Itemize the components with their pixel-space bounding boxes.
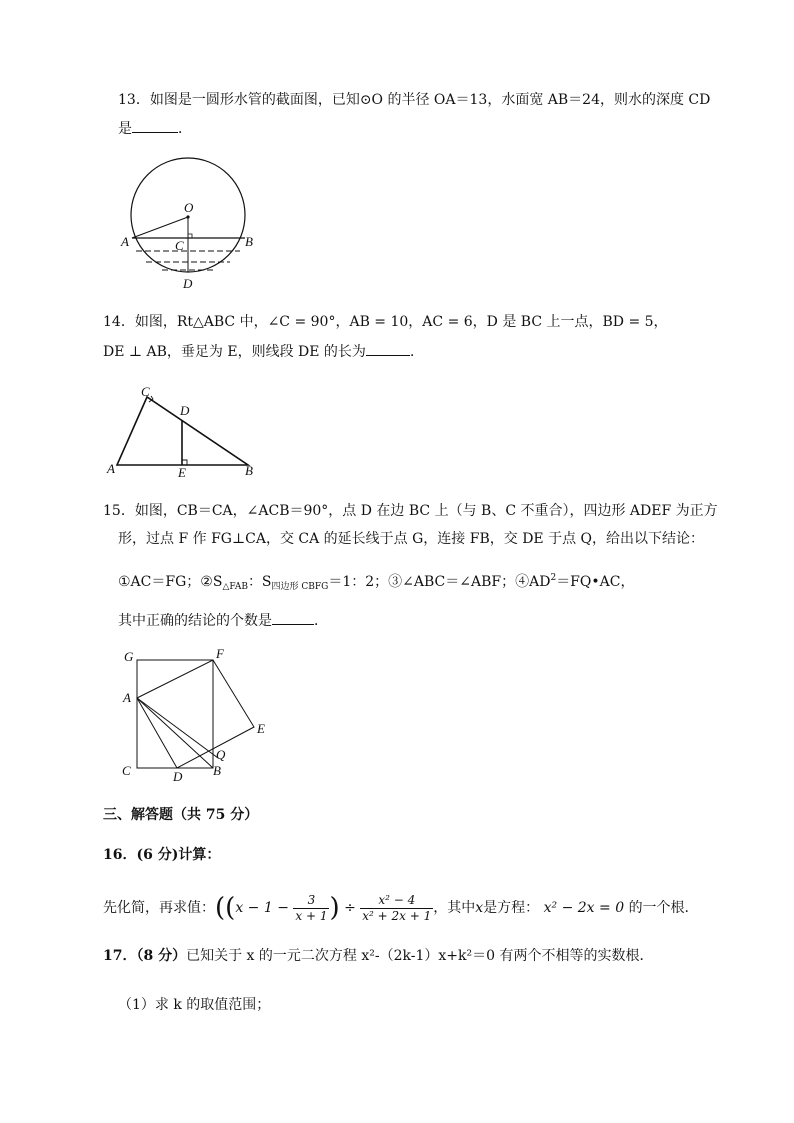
q13-label-d: D [183, 276, 193, 291]
q15-label-b: B [213, 763, 221, 778]
q13-line2-suffix: ． [178, 121, 192, 137]
q15-label-d: D [173, 769, 183, 784]
q13-label-o: O [184, 200, 194, 215]
q17-part1: （1）求 k 的取值范围； [118, 997, 271, 1013]
q14-label-b: B [245, 463, 253, 478]
q15-label-c: C [122, 763, 131, 778]
section3-title: 三、解答题（共 75 分） [103, 807, 259, 823]
q13-answer-blank[interactable] [132, 118, 178, 133]
q15-line4-suffix: ． [314, 613, 328, 629]
q13-label-c: C [175, 238, 184, 253]
q14-line2 [103, 341, 424, 362]
q15-label-q: Q [216, 747, 226, 762]
q16-divide-sign: ÷ [344, 900, 356, 916]
q13-line2 [118, 118, 192, 139]
q16-equation: x² − 2x = 0 [543, 900, 625, 916]
q15-line2: 形，过点 F 作 FG⊥CA，交 CA 的延长线于点 G，连接 FB，交 DE 于点 Q，给出以下结论： [118, 531, 705, 547]
q15-answer-blank[interactable] [272, 610, 314, 625]
q15-rectangle-cbfg [137, 660, 213, 768]
q15-label-g: G [124, 649, 134, 664]
q14-label-d: D [180, 403, 190, 418]
q14-answer-blank[interactable] [366, 341, 410, 356]
q13-line2-prefix: 是 [118, 121, 132, 137]
q16-suffix-b: 是方程： [483, 900, 540, 916]
q15-figure [118, 645, 278, 785]
q16-expr-a: x − 1 − [235, 900, 289, 916]
q14-figure [105, 385, 265, 480]
q17-number: 17． [103, 948, 137, 964]
q13-center-dot [186, 215, 189, 218]
q15-line4 [118, 610, 328, 631]
q16-fraction-1: $\frac{3}{x + 1}$ [295, 892, 328, 923]
q15-conclusion-3: ③∠ABC＝∠ABF； [388, 574, 516, 590]
q13-line1: 13．如图是一圆形水管的截面图，已知⊙O 的半径 OA＝13，水面宽 AB＝24，则水的深度 CD [118, 92, 711, 108]
q15-line1: 15．如图，CB＝CA，∠ACB＝90°，点 D 在边 BC 上（与 B、C 不重合），四边形 ADEF 为正方 [103, 503, 718, 519]
q16-var-x: x [475, 900, 484, 916]
q14-label-c: C [141, 384, 150, 399]
q14-label-e: E [178, 465, 186, 480]
q15-conclusion-1: ①AC＝FG； [118, 574, 201, 590]
q15-label-e: E [257, 721, 265, 736]
q14-label-a: A [107, 461, 115, 476]
q16-fraction-2: $\frac{\text{x² − 4}}{\text{x² + 2x + 1}}$ [362, 892, 432, 923]
q17-text: 已知关于 x 的一元二次方程 x²-（2k-1）x+k²＝0 有两个不相等的实数根． [186, 948, 654, 964]
q17-line1 [103, 946, 653, 966]
q15-segment-aq [137, 698, 218, 758]
q15-conclusions [118, 568, 634, 597]
q13-label-b: B [245, 234, 253, 249]
q13-label-a: A [121, 234, 129, 249]
q13-right-angle-mark [188, 234, 192, 238]
q16-prefix: 先化简，再求值： [103, 900, 215, 916]
q16-title: 16．(6 分)计算： [103, 847, 221, 863]
q13-segment-oa [132, 217, 188, 238]
q13-figure [118, 150, 258, 295]
q16-suffix-c: 的一个根. [628, 900, 690, 916]
q17-score: （8 分） [136, 948, 187, 964]
q15-conclusion-4: $④AD^2=FQ•AC$， [515, 573, 635, 590]
q15-conclusion-2: $②S_{\triangle FAB}$：$S_{四边形 CBFG}=1$：2； [200, 574, 389, 592]
q15-label-f: F [216, 646, 224, 661]
q15-label-a: A [123, 690, 131, 705]
q15-segment-ab [137, 698, 213, 768]
q15-line4-prefix: 其中正确的结论的个数是 [118, 613, 272, 629]
q16-suffix-a: ，其中 [433, 900, 476, 916]
q14-line2-suffix: ． [409, 344, 424, 360]
q14-line1: 14．如图，Rt△ABC 中，∠C = 90°，AB = 10，AC = 6，D 是 BC 上一点，BD = 5， [103, 314, 668, 330]
q14-line2-prefix: DE ⊥ AB，垂足为 E，则线段 DE 的长为 [103, 344, 366, 360]
q16-expression-line: 先化简，再求值：((x − 1 − $\frac{3}{x + 1}$ ) ÷ $\frac{\text{x² − 4}}{\text{x² + 2x + 1}}$ ，其中x是方程： x² − 2x = 0 的一个根. [103, 892, 690, 923]
